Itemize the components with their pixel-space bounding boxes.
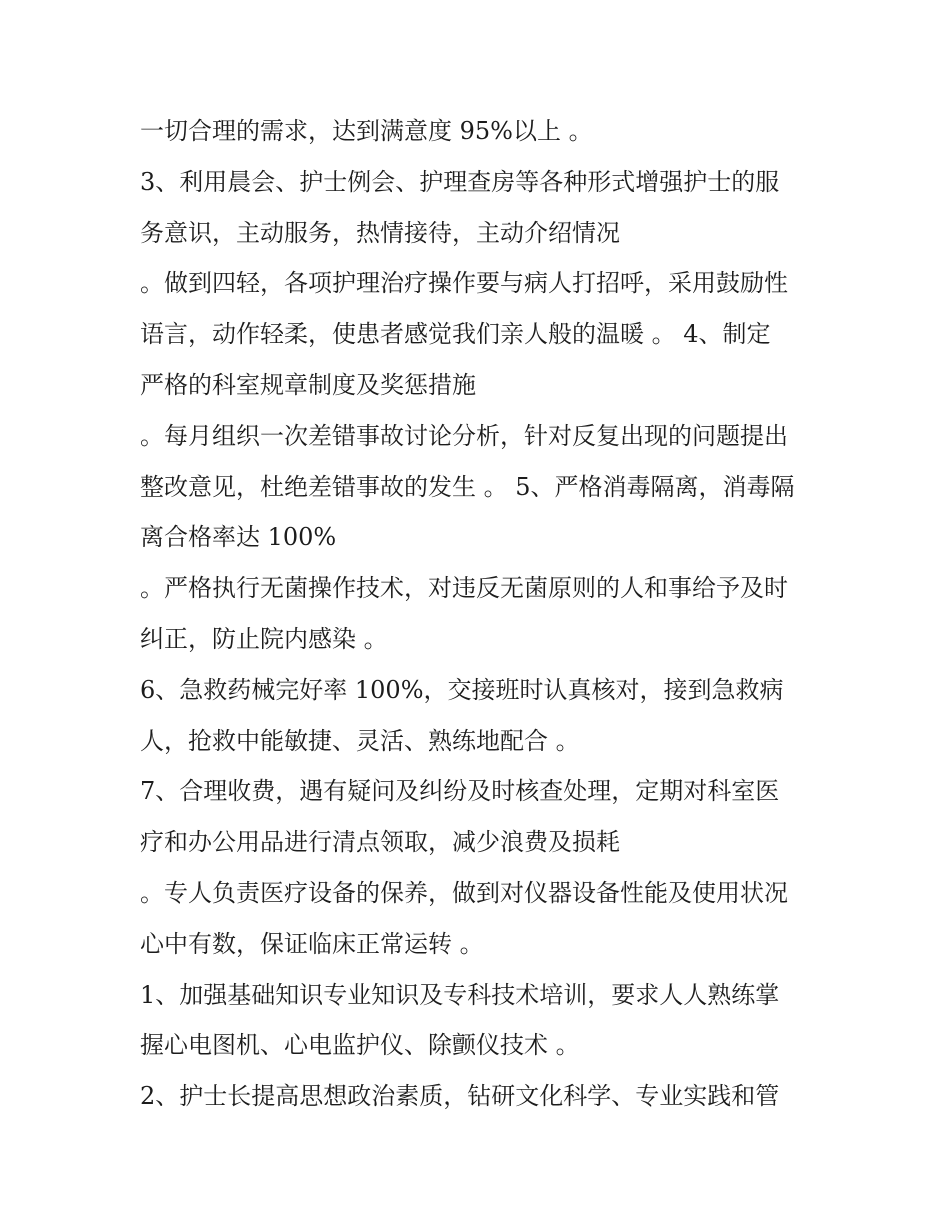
text-line: 7、合理收费，遇有疑问及纠纷及时核查处理，定期对科室医	[140, 777, 780, 806]
text-line: 离合格率达 100%	[140, 523, 337, 552]
text-line: 3、利用晨会、护士例会、护理查房等各种形式增强护士的服	[140, 167, 780, 196]
text-line: 语言，动作轻柔，使患者感觉我们亲人般的温暖 。 4、制定	[140, 320, 771, 349]
text-line: 1、加强基础知识专业知识及专科技术培训，要求人人熟练掌	[140, 980, 780, 1009]
text-line: 。严格执行无菌操作技术，对违反无菌原则的人和事给予及时	[140, 574, 788, 603]
text-line: 人，抢救中能敏捷、灵活、熟练地配合 。	[140, 726, 580, 755]
text-line: 。每月组织一次差错事故讨论分析，针对反复出现的问题提出	[140, 421, 788, 450]
text-line: 。专人负责医疗设备的保养，做到对仪器设备性能及使用状况	[140, 878, 788, 907]
text-line: 疗和办公用品进行清点领取，减少浪费及损耗	[140, 828, 620, 857]
text-line: 纠正，防止院内感染 。	[140, 624, 388, 653]
text-line: 2、护士长提高思想政治素质，钻研文化科学、专业实践和管	[140, 1082, 780, 1111]
text-line: 一切合理的需求，达到满意度 95%以上 。	[140, 117, 593, 145]
text-line: 握心电图机、心电监护仪、除颤仪技术 。	[140, 1031, 580, 1060]
text-line: 务意识，主动服务，热情接待，主动介绍情况	[140, 218, 620, 247]
body-text	[140, 106, 840, 1122]
text-line: 。做到四轻，各项护理治疗操作要与病人打招呼，采用鼓励性	[140, 269, 788, 298]
text-line: 严格的科室规章制度及奖惩措施	[140, 370, 476, 399]
text-line: 6、急救药械完好率 100%，交接班时认真核对，接到急救病	[140, 675, 784, 704]
text-line: 整改意见，杜绝差错事故的发生 。 5、严格消毒隔离，消毒隔	[140, 472, 795, 501]
text-line: 心中有数，保证临床正常运转 。	[140, 929, 484, 958]
